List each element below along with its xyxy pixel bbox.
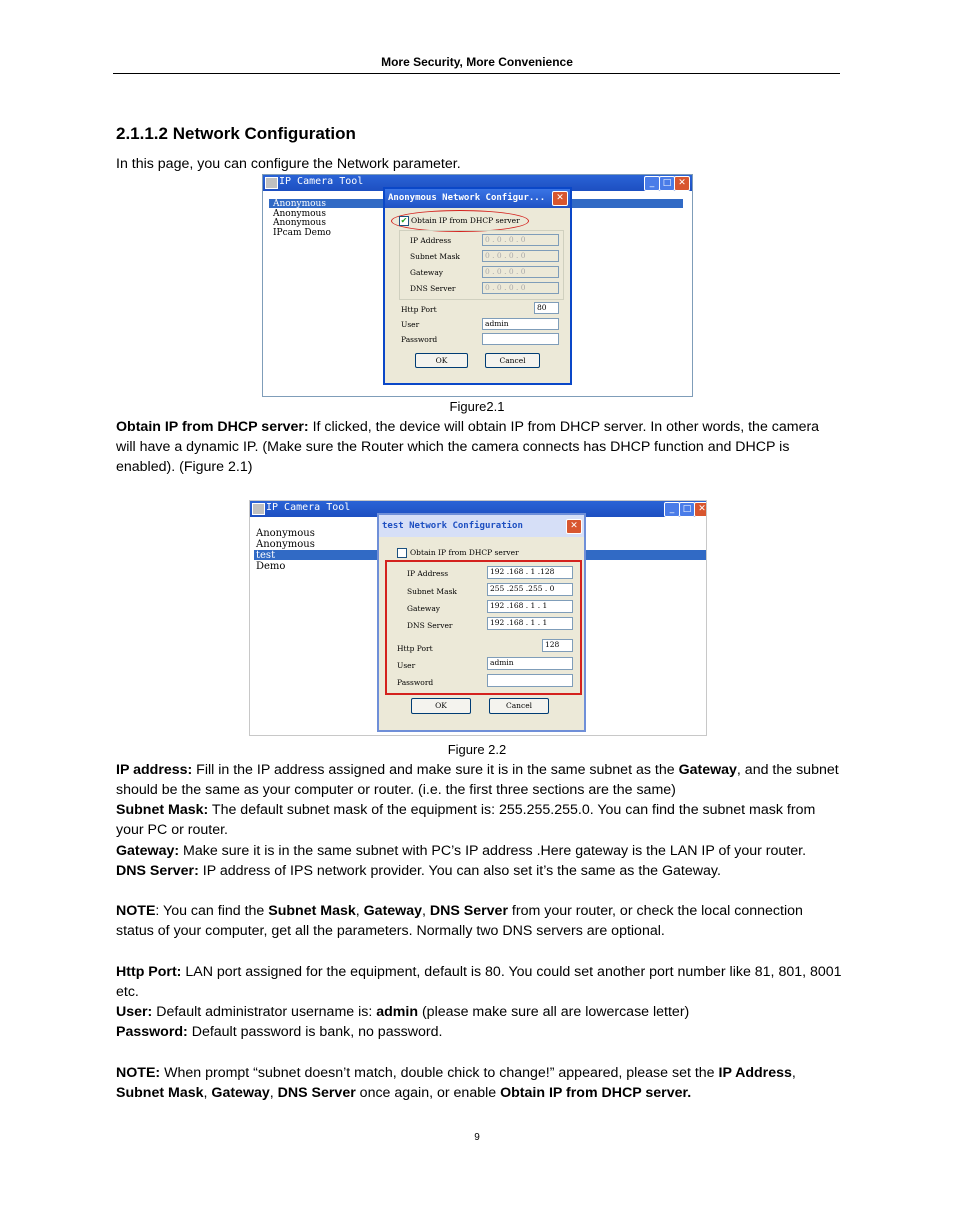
term: Gateway (363, 903, 422, 919)
password-field[interactable] (482, 333, 559, 345)
dhcp-checkbox[interactable] (397, 548, 407, 558)
term: Subnet Mask (268, 903, 356, 919)
definition: Fill in the IP address assigned and make sure it is in the same subnet as the (192, 762, 679, 778)
list-item[interactable]: test (256, 550, 276, 561)
term: Password: (116, 1024, 188, 1040)
password-field[interactable] (487, 674, 573, 687)
ip-address-description (116, 760, 842, 800)
subnet-mask-description (116, 800, 842, 840)
subnet-mask-field[interactable]: 255 .255 .255 . 0 (487, 583, 573, 596)
close-icon[interactable]: ✕ (674, 176, 690, 191)
term: Gateway (211, 1085, 270, 1102)
gateway-description (116, 841, 842, 861)
list-item[interactable]: Anonymous (273, 218, 326, 228)
gateway-label: Gateway (407, 604, 441, 613)
gateway-field[interactable]: 192 .168 . 1 . 1 (487, 600, 573, 613)
ip-address-field[interactable]: 192 .168 . 1 .128 (487, 566, 573, 579)
list-item[interactable]: Anonymous (256, 528, 315, 539)
figure-2-1-caption: Figure2.1 (449, 399, 505, 414)
term: DNS Server (429, 903, 508, 919)
dialog-close-icon[interactable]: ✕ (552, 191, 568, 206)
maximize-icon[interactable]: □ (679, 502, 695, 517)
dhcp-label: Obtain IP from DHCP server (411, 216, 520, 225)
cancel-button[interactable]: Cancel (489, 698, 549, 714)
intro-text: In this page, you can configure the Network parameter. (116, 156, 461, 172)
page-header: More Security, More Convenience (381, 55, 573, 69)
definition: The default subnet mask of the equipment is: 255.255.255.0. You can find the subnet mask from your PC or router. (116, 802, 816, 839)
dns-server-label: DNS Server (407, 621, 453, 630)
subnet-mask-label: Subnet Mask (407, 587, 457, 596)
camera-list[interactable] (254, 528, 315, 572)
definition: Default administrator username is: (152, 1004, 377, 1020)
window-title: IP Camera Tool (279, 176, 364, 187)
dhcp-description (116, 417, 842, 478)
dns-server-description (116, 861, 842, 881)
figure-2-2-caption: Figure 2.2 (447, 742, 507, 757)
term: Gateway: (116, 843, 180, 859)
user-label: User (401, 320, 420, 329)
minimize-icon[interactable]: _ (644, 176, 660, 191)
user-field[interactable]: admin (487, 657, 573, 670)
dialog-title: Anonymous Network Configur... (385, 189, 570, 208)
list-item[interactable]: Anonymous (273, 199, 326, 209)
definition: If clicked, the device will obtain IP from DHCP server. In other words, the camera will have a dynamic IP. (Make sure the Router which the camera connects has DHCP function and DHCP is enabled). (Figure 2.1) (116, 419, 820, 476)
text: once again, or enable (355, 1085, 501, 1102)
http-port-label: Http Port (397, 644, 433, 653)
user-label: User (397, 661, 416, 670)
password-label: Password (397, 678, 434, 687)
term: Subnet Mask (116, 1085, 204, 1102)
ok-button[interactable]: OK (411, 698, 471, 714)
gateway-field[interactable]: 0 . 0 . 0 . 0 (482, 266, 559, 278)
text: , (203, 1085, 212, 1102)
term: IP address: (116, 762, 193, 778)
app-icon (252, 503, 265, 515)
definition: , and the subnet should be the same as your computer or router. (i.e. the first three sections are the same) (116, 762, 839, 799)
dns-server-label: DNS Server (410, 284, 456, 293)
definition: Default password is bank, no password. (187, 1024, 443, 1040)
dhcp-checkbox[interactable]: ✔ (400, 216, 408, 225)
section-heading: 2.1.1.2 Network Configuration (116, 124, 356, 143)
term: Http Port: (116, 964, 182, 980)
subnet-mask-field[interactable]: 0 . 0 . 0 . 0 (482, 250, 559, 262)
definition: LAN port assigned for the equipment, default is 80. You could set another port number like 81, 801, 8001 etc. (116, 964, 842, 1001)
figure-2-1-window (262, 174, 693, 397)
header-divider (113, 73, 840, 74)
definition: (please make sure all are lowercase letter) (418, 1004, 690, 1020)
text: , (791, 1065, 796, 1081)
page-number: 9 (474, 1132, 480, 1143)
dns-server-field[interactable]: 0 . 0 . 0 . 0 (482, 282, 559, 294)
dialog-close-icon[interactable]: ✕ (566, 519, 582, 534)
app-icon (265, 177, 278, 189)
ip-address-label: IP Address (410, 236, 452, 245)
http-port-description (116, 962, 842, 1002)
term: NOTE (116, 903, 156, 919)
definition: Make sure it is in the same subnet with PC’s IP address .Here gateway is the LAN IP of your router. (179, 843, 807, 859)
list-item[interactable]: Demo (256, 561, 286, 572)
term: admin (376, 1004, 419, 1020)
password-label: Password (401, 335, 438, 344)
term: IP Address (718, 1065, 792, 1081)
text: : You can find the (155, 903, 269, 919)
note-paragraph (116, 901, 842, 941)
dns-server-field[interactable]: 192 .168 . 1 . 1 (487, 617, 573, 630)
dialog-title: test Network Configuration (379, 515, 584, 537)
text: When prompt “subnet doesn’t match, double chick to change!” appeared, please set the (160, 1065, 719, 1081)
text: , (355, 903, 364, 919)
http-port-field[interactable]: 80 (534, 302, 559, 314)
term: User: (116, 1004, 153, 1020)
password-description (116, 1022, 842, 1042)
definition: IP address of IPS network provider. You can also set it’s the same as the Gateway. (198, 863, 721, 879)
window-title: IP Camera Tool (266, 502, 351, 513)
user-description (116, 1002, 842, 1022)
http-port-label: Http Port (401, 305, 437, 314)
term: Obtain IP from DHCP server: (116, 419, 309, 435)
ip-address-label: IP Address (407, 569, 449, 578)
term: Subnet Mask: (116, 802, 209, 818)
term: Obtain IP from DHCP server. (500, 1085, 692, 1102)
dhcp-label: Obtain IP from DHCP server (410, 548, 519, 557)
ip-address-field[interactable]: 0 . 0 . 0 . 0 (482, 234, 559, 246)
text: from your router, or check the local connection status of your computer, get all the parameters. Normally two DNS servers are optional. (116, 903, 803, 940)
list-item[interactable]: IPcam Demo (273, 227, 331, 238)
user-field[interactable]: admin (482, 318, 559, 330)
subnet-mask-label: Subnet Mask (410, 252, 460, 261)
network-config-dialog (383, 187, 572, 385)
list-item[interactable]: Anonymous (273, 208, 326, 219)
term: DNS Server: (116, 863, 199, 879)
gateway-label: Gateway (410, 268, 444, 277)
text: , (269, 1085, 278, 1102)
ok-button[interactable]: OK (415, 353, 468, 368)
term: DNS Server (277, 1085, 356, 1102)
close-icon[interactable]: ✕ (694, 502, 707, 517)
list-item[interactable]: Anonymous (256, 539, 315, 550)
http-port-field[interactable]: 128 (542, 639, 573, 652)
term: Gateway (678, 762, 737, 778)
maximize-icon[interactable]: □ (659, 176, 675, 191)
note2-paragraph (116, 1063, 842, 1103)
minimize-icon[interactable]: _ (664, 502, 680, 517)
text: , (422, 903, 430, 919)
network-config-dialog (377, 513, 586, 732)
camera-list[interactable] (271, 200, 331, 238)
cancel-button[interactable]: Cancel (485, 353, 540, 368)
figure-2-2-window (249, 500, 707, 736)
term: NOTE: (116, 1065, 161, 1081)
